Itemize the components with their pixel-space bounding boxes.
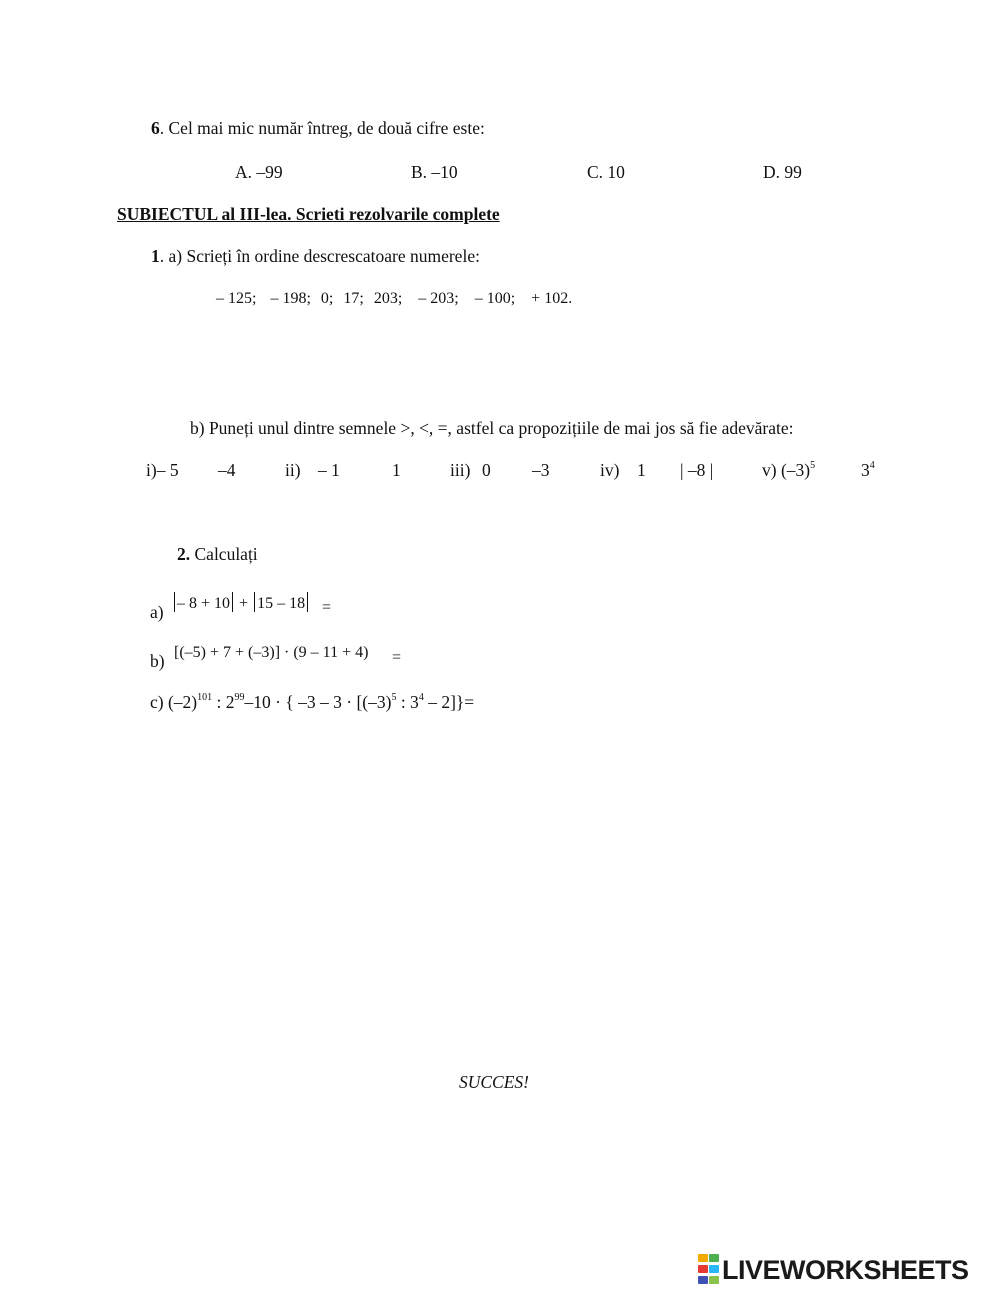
compare-item-4-left: 1 [637, 460, 646, 480]
power-exponent: 4 [869, 460, 875, 471]
number-item: 17; [343, 290, 364, 307]
exponent: 4 [418, 692, 424, 703]
number-item: 203; [373, 290, 403, 307]
question-text: . Cel mai mic număr întreg, de două cifre este: [159, 118, 485, 138]
logo-text: LIVEWORKSHEETS [722, 1254, 969, 1285]
compare-item-5-left [762, 462, 815, 480]
abs-term-2: 15 – 18 [257, 595, 306, 612]
power-exponent: 5 [810, 460, 816, 471]
power-base: 3 [861, 460, 870, 480]
number-item: – 198; [270, 290, 311, 307]
liveworksheets-logo [698, 1256, 969, 1284]
number-item: 0; [320, 290, 334, 307]
compare-item-4-label: iv) [600, 460, 620, 480]
question-6 [151, 120, 485, 138]
compare-item-2-right: 1 [392, 460, 401, 480]
number-item: – 203; [418, 290, 459, 307]
logo-icon [698, 1254, 719, 1286]
compare-item-1-label: i)– 5 [146, 460, 179, 480]
compare-item-1-right: –4 [218, 460, 236, 480]
exercise-2b-expression: [(–5) + 7 + (–3)] · (9 – 11 + 4) [174, 644, 369, 661]
exponent: 5 [391, 692, 397, 703]
option-d: D. 99 [763, 162, 802, 182]
exercise-text: . a) Scrieți în ordine descrescatoare numerele: [159, 246, 480, 266]
expr-part: – 2]}= [423, 692, 475, 712]
exponent: 99 [234, 692, 245, 703]
expr-part: : 2 [212, 692, 235, 712]
number-item: + 102. [531, 290, 573, 307]
option-a: A. –99 [235, 162, 283, 182]
exercise-2c [150, 694, 474, 712]
exercise-number: 1 [151, 246, 160, 266]
exercise-1b: b) Puneți unul dintre semnele >, <, =, astfel ca propozițiile de mai jos să fie adevărate: [190, 418, 794, 438]
power-base: v) (–3) [762, 460, 811, 480]
plus-sign: + [239, 595, 249, 612]
compare-item-2-left: – 1 [318, 460, 340, 480]
option-c: C. 10 [587, 162, 625, 182]
compare-item-5-right [861, 462, 875, 480]
expr-part: –10 · { –3 – 3 · [(–3) [244, 692, 392, 712]
exercise-1a [151, 248, 480, 266]
exercise-text: Calculați [194, 544, 258, 564]
abs-term-1: – 8 + 10 [177, 595, 231, 612]
expr-part: : 3 [396, 692, 419, 712]
compare-item-3-left: 0 [482, 460, 491, 480]
exercise-2a-expression [172, 592, 310, 612]
exercise-number: 2. [177, 544, 191, 564]
exercise-2-title [177, 546, 258, 564]
compare-item-2-label: ii) [285, 460, 301, 480]
option-b: B. –10 [411, 162, 458, 182]
number-list [216, 291, 572, 307]
section-heading: SUBIECTUL al III-lea. Scrieti rezolvarile complete [117, 204, 500, 224]
number-item: – 125; [216, 290, 257, 307]
exponent: 101 [197, 692, 213, 703]
expr-part: c) (–2) [150, 692, 198, 712]
compare-item-4-right: | –8 | [680, 460, 714, 480]
compare-item-3-label: iii) [450, 460, 471, 480]
exercise-2b-label: b) [150, 651, 165, 671]
compare-item-3-right: –3 [532, 460, 550, 480]
question-number: 6 [151, 118, 160, 138]
exercise-2a-label: a) [150, 602, 164, 622]
number-item: – 100; [474, 290, 516, 307]
closing-text: SUCCES! [459, 1072, 529, 1092]
exercise-2a-equals: = [322, 599, 332, 616]
exercise-2b-equals: = [392, 649, 402, 666]
